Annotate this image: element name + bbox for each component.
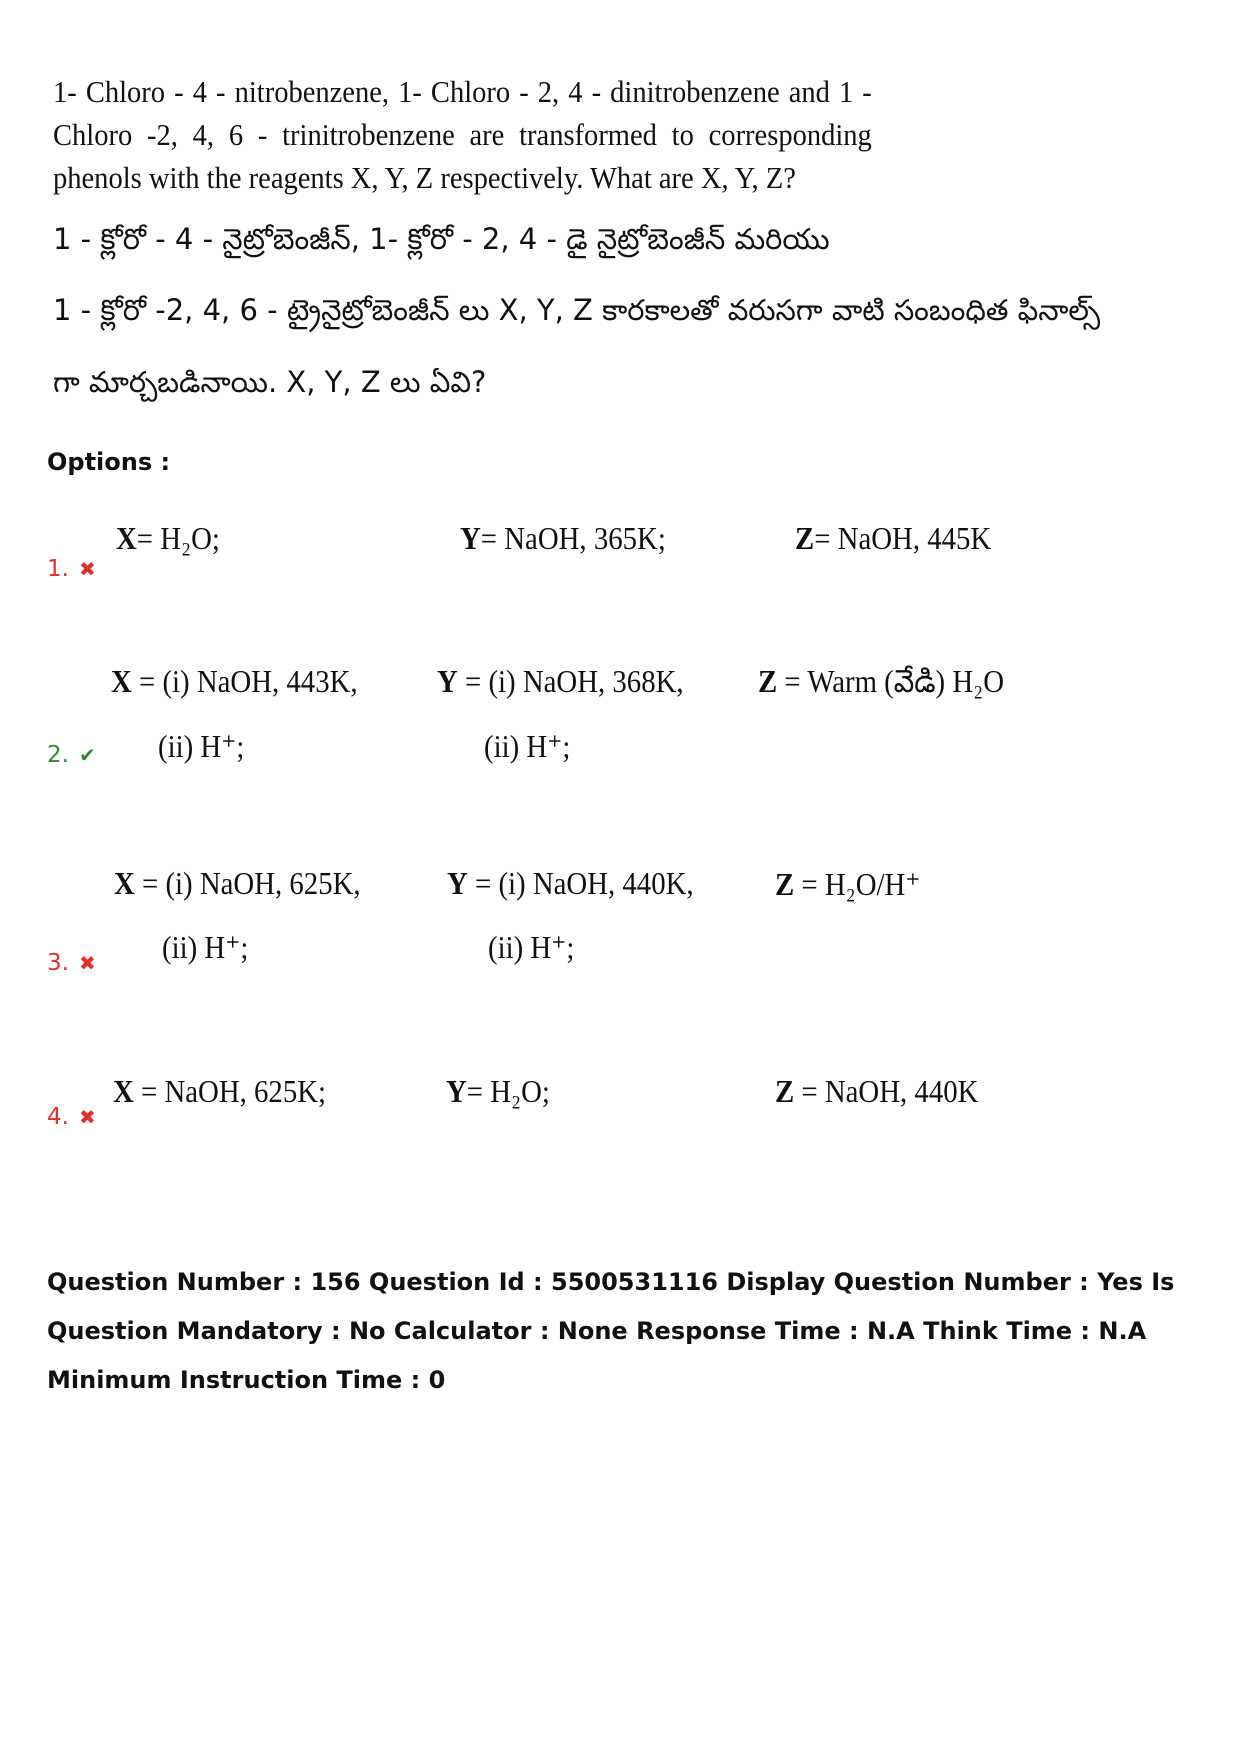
y-value: = NaOH, 365K;	[480, 520, 666, 556]
x-label: X	[116, 520, 137, 556]
option-number-label: 1.	[47, 556, 69, 582]
z-label: Z	[795, 520, 815, 556]
y-label: Y	[437, 663, 458, 699]
option-3-y	[447, 865, 694, 902]
option-2-x-line2: (ii) H⁺;	[158, 728, 245, 764]
option-4-y	[446, 1073, 550, 1110]
option-3-x-line2: (ii) H⁺;	[162, 929, 249, 965]
option-1-number	[47, 556, 96, 582]
options-heading: Options :	[47, 448, 171, 476]
question-text-telugu-line-3: గా మార్చబడినాయి. X, Y, Z లు ఏవి?	[53, 365, 487, 399]
z-value: = NaOH, 440K	[794, 1073, 979, 1109]
question-text-telugu-line-1: 1 - క్లోరో - 4 - నైట్రోబెంజీన్, 1- క్లోరో - 2, 4 - డై నైట్రోబెంజీన్ మరియు	[53, 222, 830, 256]
option-2-z	[758, 663, 1004, 708]
z-label: Z	[775, 1073, 795, 1109]
option-4-number	[47, 1104, 96, 1130]
y-label: Y	[460, 520, 481, 556]
z-value: = Warm (వేడి) H₂O	[777, 663, 1004, 699]
z-label: Z	[775, 866, 795, 902]
option-1-x	[116, 520, 220, 557]
y-label: Y	[447, 865, 468, 901]
option-2-y-line2: (ii) H⁺;	[484, 728, 571, 764]
option-1-y	[460, 520, 666, 557]
x-value: = (i) NaOH, 443K,	[131, 663, 358, 699]
x-label: X	[113, 1073, 134, 1109]
cross-icon: ✖	[78, 1105, 96, 1129]
question-text-telugu-line-2: 1 - క్లోరో -2, 4, 6 - ట్రైనైట్రోబెంజీన్ లు X, Y, Z కారకాలతో వరుసగా వాటి సంబంధిత ఫినాల్స్	[53, 293, 1101, 327]
option-3-y-line2: (ii) H⁺;	[488, 929, 575, 965]
option-1-z	[795, 520, 991, 557]
option-2-y	[437, 663, 684, 700]
option-number-label: 3.	[47, 950, 69, 976]
y-value: = (i) NaOH, 368K,	[457, 663, 684, 699]
option-number-label: 4.	[47, 1104, 69, 1130]
x-value: = (i) NaOH, 625K,	[134, 865, 361, 901]
question-text-english: 1- Chloro - 4 - nitrobenzene, 1- Chloro - 2, 4 - dinitrobenzene and 1 - Chloro -2, 4, 6 - trinitrobenzene are transformed to corresponding phenols with the reagents X, Y, Z respectively. What are X, Y, Z?	[53, 74, 872, 195]
option-3-number	[47, 950, 96, 976]
z-label: Z	[758, 663, 778, 699]
option-number-label: 2.	[47, 742, 69, 768]
option-3-z	[775, 865, 920, 903]
x-value: = NaOH, 625K;	[133, 1073, 327, 1109]
x-label: X	[111, 663, 132, 699]
option-3-x	[114, 865, 361, 902]
option-4-x	[113, 1073, 326, 1110]
x-value: = H₂O;	[136, 520, 220, 556]
cross-icon: ✖	[78, 557, 96, 581]
z-value: = NaOH, 445K	[814, 520, 992, 556]
y-label: Y	[446, 1073, 467, 1109]
checkmark-icon: ✔	[78, 743, 96, 767]
option-4-z	[775, 1073, 978, 1110]
y-value: = (i) NaOH, 440K,	[467, 865, 694, 901]
option-2-number	[47, 742, 96, 768]
x-label: X	[114, 865, 135, 901]
cross-icon: ✖	[78, 951, 96, 975]
option-2-x	[111, 663, 358, 700]
z-value: = H₂O/H⁺	[794, 866, 921, 902]
question-metadata: Question Number : 156 Question Id : 5500531116 Display Question Number : Yes Is Question Mandatory : No Calculator : None Response Time : N.A Think Time : N.A Minimum Instruction Time : 0	[47, 1268, 1175, 1394]
y-value: = H₂O;	[466, 1073, 550, 1109]
